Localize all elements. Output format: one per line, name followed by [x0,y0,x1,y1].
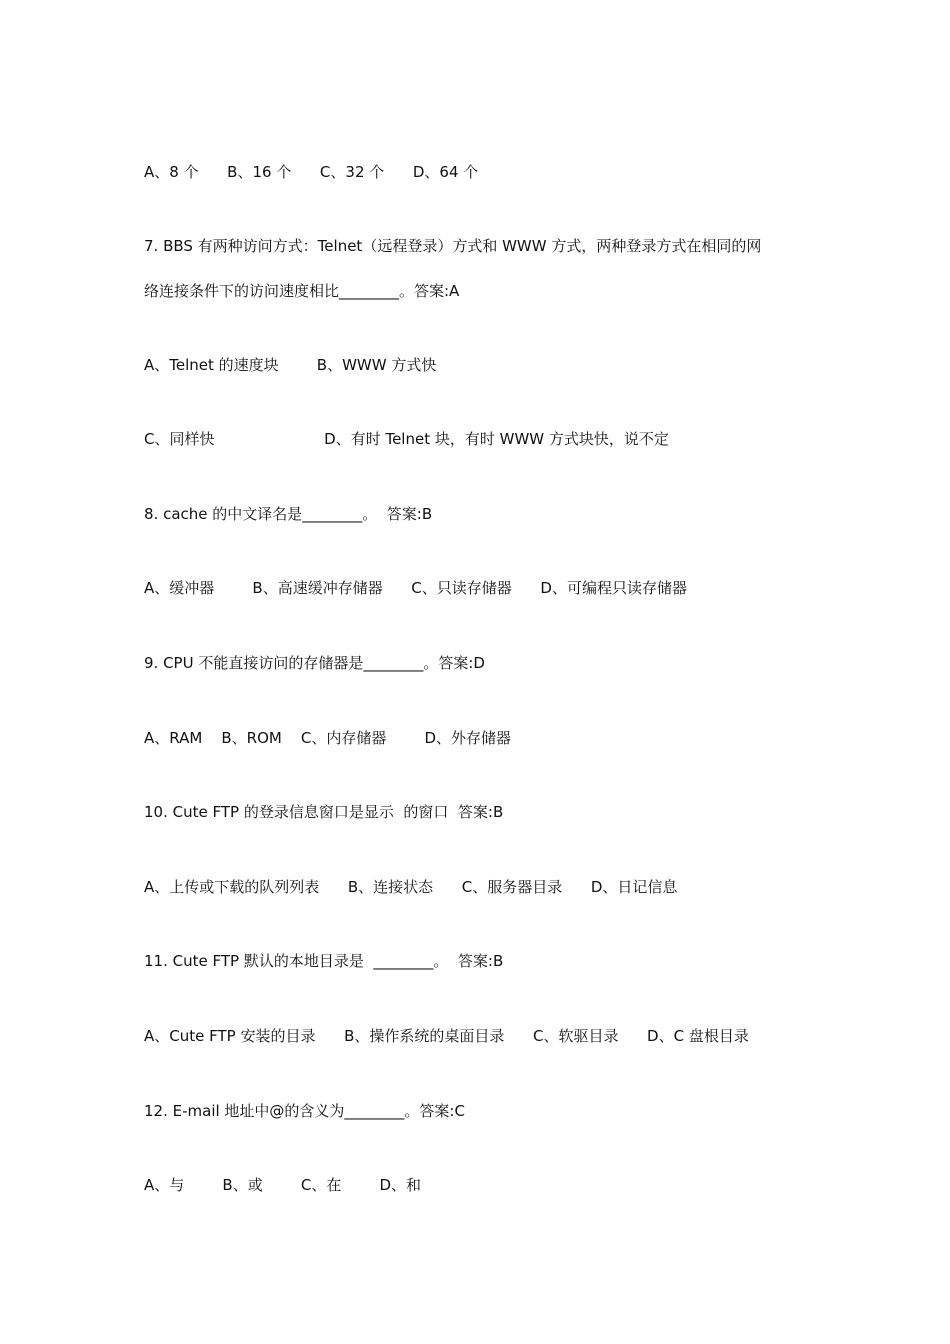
q12-options: A、与 B、或 C、在 D、和 [144,1176,422,1194]
q7-question-line2: 络连接条件下的访问速度相比________。答案:A [144,282,460,300]
q11-options: A、Cute FTP 安装的目录 B、操作系统的桌面目录 C、软驱目录 D、C 盘根目录 [144,1027,749,1045]
q8-options: A、缓冲器 B、高速缓冲存储器 C、只读存储器 D、可编程只读存储器 [144,579,687,597]
q7-options-cd: C、同样快 D、有时 Telnet 块，有时 WWW 方式块快，说不定 [144,430,669,448]
q10-options: A、上传或下载的队列列表 B、连接状态 C、服务器目录 D、日记信息 [144,878,678,896]
q9-options: A、RAM B、ROM C、内存储器 D、外存储器 [144,729,512,747]
q9-question: 9. CPU 不能直接访问的存储器是________。答案:D [144,654,485,672]
q6-options: A、8 个 B、16 个 C、32 个 D、64 个 [144,163,479,181]
q10-question: 10. Cute FTP 的登录信息窗口是显示 的窗口 答案:B [144,803,504,821]
q8-question: 8. cache 的中文译名是________。 答案:B [144,505,433,523]
q7-question-line1: 7. BBS 有两种访问方式：Telnet（远程登录）方式和 WWW 方式，两种登录方式在相同的网 [144,237,762,255]
q12-question: 12. E-mail 地址中@的含义为________。答案:C [144,1102,465,1120]
q7-options-ab: A、Telnet 的速度块 B、WWW 方式快 [144,356,437,374]
q11-question: 11. Cute FTP 默认的本地目录是 ________。 答案:B [144,952,504,970]
